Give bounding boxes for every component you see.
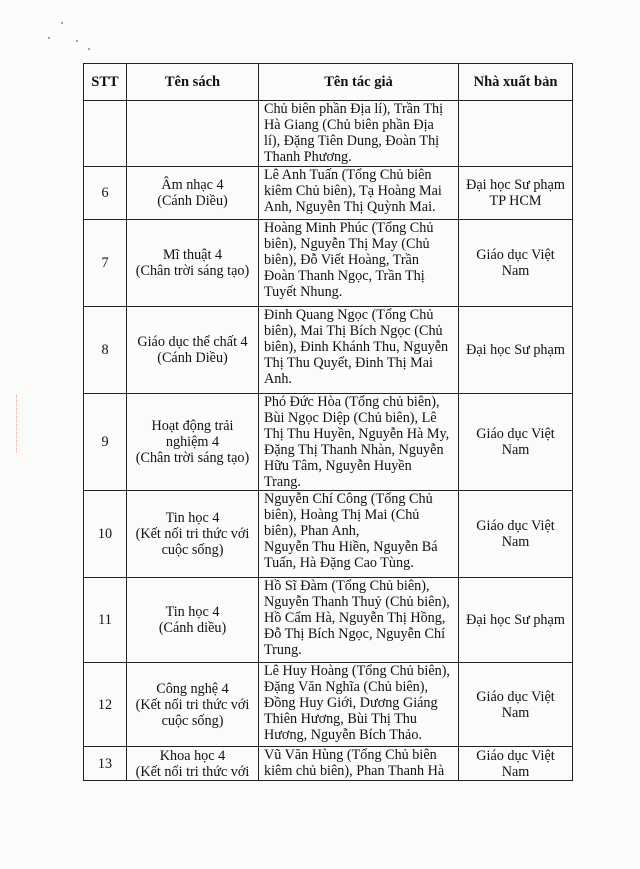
author-list-line: biên), Đỗ Viết Hoàng, Trần [264,252,419,268]
author-list-line: biên), Nguyễn Thị May (Chủ [264,236,430,252]
book-title [127,167,259,220]
publisher-line: Giáo dục Việt Nam [476,688,555,721]
author-list-line: Lê Anh Tuấn (Tổng Chủ biên [264,167,432,183]
row-number: 13 [84,747,127,781]
row-number [84,101,127,167]
author-list [259,220,459,307]
author-list-line: Đặng Văn Nghĩa (Chủ biên), [264,679,429,695]
author-list [259,394,459,491]
table-row [84,578,573,663]
header-publisher: Nhà xuất bản [459,64,573,101]
author-list-line: kiêm Chủ biên), Tạ Hoàng Mai [264,183,442,199]
author-list [259,663,459,747]
row-number: 10 [84,491,127,578]
author-list-line: Hoàng Minh Phúc (Tổng Chủ [264,220,434,236]
table-row [84,101,573,167]
book-title-line: nghiệm 4 [165,434,220,450]
author-list-line: Thiên Hương, Bùi Thị Thu [264,711,417,727]
author-list-line: Nguyễn Thu Hiền, Nguyễn Bá [264,539,438,555]
publisher-line: Giáo dục Việt Nam [476,247,555,279]
table-row [84,167,573,220]
book-title [127,747,259,781]
publisher-line: Đại học Sư phạm [466,177,565,193]
author-list-line: kiêm chủ biên), Phan Thanh Hà [264,763,445,779]
author-list-line: Hà Giang (Chủ biên phần Địa [264,117,434,133]
author-list-line: Nguyễn Chí Công (Tổng Chủ [264,491,433,507]
row-number: 12 [84,663,127,747]
textbook-table [83,63,573,781]
row-number: 8 [84,307,127,394]
book-title-line: Tin học 4 [165,604,220,620]
author-list-line: Thanh Phương. [264,149,352,165]
publisher-line: TP HCM [489,193,542,209]
book-title-line: (Cánh Diều) [157,193,228,209]
author-list-line: Tuyết Nhung. [264,284,343,300]
table-row [84,663,573,747]
book-title [127,663,259,747]
publisher [459,101,573,167]
author-list-line: Đoàn Thanh Ngọc, Trần Thị [264,268,425,284]
book-title [127,220,259,307]
author-list [259,491,459,578]
author-list-line: lí), Đặng Tiên Dung, Đoàn Thị [264,133,440,149]
book-title-line: cuộc sống) [161,542,224,558]
publisher [459,307,573,394]
publisher [459,578,573,663]
author-list-line: Vũ Văn Hùng (Tổng Chủ biên [264,747,437,763]
publisher [459,220,573,307]
publisher-line: Đại học Sư phạm [466,612,565,628]
publisher-line: Giáo dục Việt Nam [476,747,555,780]
author-list-line: Thị Thu Huyền, Nguyễn Hà My, [264,426,450,442]
table-row [84,307,573,394]
author-list-line: Hữu Tâm, Nguyễn Huyền [264,458,412,474]
author-list-line: Bùi Ngọc Diệp (Chủ biên), Lê [264,410,437,426]
book-title [127,578,259,663]
author-list-line: Chủ biên phần Địa lí), Trần Thị [264,101,444,117]
author-list-line: Đặng Thị Thanh Nhàn, Nguyễn [264,442,444,458]
publisher [459,747,573,781]
header-stt: STT [84,64,127,101]
book-title-line: Mĩ thuật 4 [162,247,223,263]
author-list [259,101,459,167]
author-list-line: biên), Mai Thị Bích Ngọc (Chủ [264,323,443,339]
author-list-line: Đinh Quang Ngọc (Tổng Chủ [264,307,434,323]
author-list-line: Anh, Nguyễn Thị Quỳnh Mai. [264,199,436,215]
author-list-line: Phó Đức Hòa (Tổng chủ biên), [264,394,440,410]
author-list [259,307,459,394]
book-title-line: (Cánh diều) [158,620,227,636]
book-title [127,394,259,491]
author-list-line: Đồng Huy Giới, Dương Giáng [264,695,438,711]
row-number: 11 [84,578,127,663]
book-title-line: Âm nhạc 4 [161,177,224,193]
book-title-line: cuộc sống) [161,712,224,729]
author-list [259,747,459,781]
author-list-line: biên), Hoàng Thị Mai (Chủ [264,507,420,523]
author-list-line: Đỗ Thị Bích Ngọc, Nguyễn Chí [264,626,446,642]
book-title-line: (Kết nối tri thức với [135,696,250,713]
author-list-line: Trung. [264,642,302,658]
table-row [84,220,573,307]
author-list-line: Trang. [264,474,301,490]
book-title-line: Hoạt động trải [151,418,234,434]
book-title-line: Tin học 4 [165,510,220,526]
book-title [127,491,259,578]
book-title-line: Công nghệ 4 [156,680,229,697]
author-list [259,578,459,663]
author-list [259,167,459,220]
row-number: 7 [84,220,127,307]
row-number: 9 [84,394,127,491]
author-list-line: Thị Thu Quyết, Đinh Thị Mai [264,355,433,371]
author-list-line: Anh. [264,371,292,387]
author-list-line: biên), Phan Anh, [264,523,360,539]
publisher [459,394,573,491]
book-title-line: (Kết nối tri thức với [135,763,250,780]
header-authors: Tên tác giả [259,64,459,101]
author-list-line: Nguyễn Thanh Thuỷ (Chủ biên), [264,594,450,610]
author-list-line: Lê Huy Hoàng (Tổng Chủ biên), [264,663,450,679]
table-row [84,491,573,578]
table-header-row [84,64,573,101]
book-title-line: (Chân trời sáng tạo) [135,450,250,466]
publisher [459,491,573,578]
publisher-line: Đại học Sư phạm [466,342,565,358]
author-list-line: Hồ Cẩm Hà, Nguyễn Thị Hồng, [264,610,446,626]
publisher [459,167,573,220]
stamp-edge [0,395,17,453]
book-title-line: (Kết nối tri thức với [135,526,250,542]
book-title-line: Khoa học 4 [159,747,226,764]
book-title-line: (Chân trời sáng tạo) [135,263,250,279]
author-list-line: Hương, Nguyễn Bích Thảo. [264,727,422,743]
table-row [84,747,573,781]
author-list-line: Tuấn, Hà Đặng Cao Tùng. [264,555,414,571]
book-title-line: Giáo dục thể chất 4 [137,334,248,350]
publisher-line: Giáo dục Việt Nam [476,426,555,458]
book-title [127,307,259,394]
publisher-line: Giáo dục Việt Nam [476,518,555,550]
book-title [127,101,259,167]
author-list-line: Hồ Sĩ Đàm (Tổng Chủ biên), [264,578,430,594]
book-title-line: (Cánh Diều) [157,350,228,366]
row-number: 6 [84,167,127,220]
header-book-title: Tên sách [127,64,259,101]
table-row [84,394,573,491]
publisher [459,663,573,747]
author-list-line: biên), Đinh Khánh Thu, Nguyễn [264,339,449,355]
